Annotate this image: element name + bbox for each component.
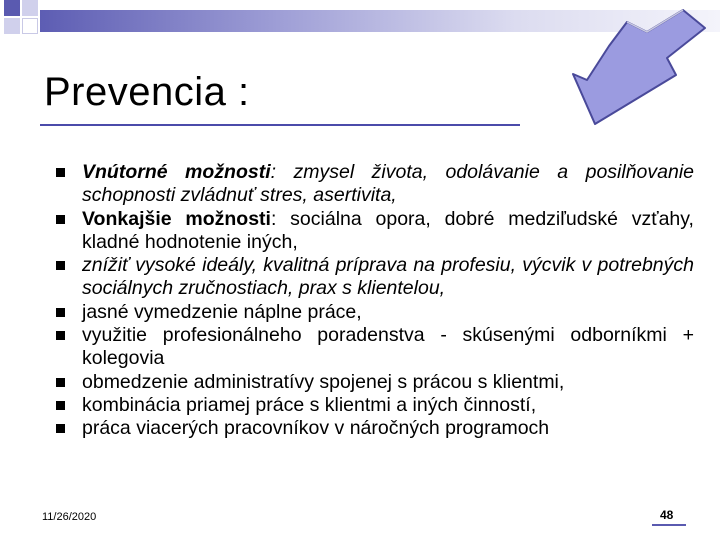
list-item — [52, 208, 694, 255]
list-item — [52, 301, 694, 324]
list-item — [52, 371, 694, 394]
square-bullet-icon — [56, 401, 65, 410]
item-text: obmedzenie administratívy spojenej s prácou s klientmi, — [82, 370, 565, 393]
list-item — [52, 417, 694, 440]
item-text: práca viacerých pracovníkov v náročných programoch — [82, 417, 550, 440]
square-bullet-icon — [56, 378, 65, 387]
list-item — [52, 394, 694, 417]
square-bullet-icon — [56, 331, 65, 340]
item-text: : zmysel života, odolávanie a posilňovanie schopnosti zvládnuť stres, asertivita, — [82, 161, 695, 207]
square-bullet-icon — [56, 168, 65, 177]
item-text: kombinácia priamej práce s klientmi a iných činností, — [82, 393, 537, 416]
item-text: jasné vymedzenie náplne práce, — [82, 300, 362, 323]
item-lead: Vnútorné možnosti — [82, 161, 271, 183]
page-number: 48 — [660, 508, 674, 522]
square-bullet-icon — [56, 215, 65, 224]
footer-date: 11/26/2020 — [42, 511, 97, 523]
item-text: znížiť vysoké ideály, kvalitná príprava na profesiu, výcvik v potrebných sociálnych zručnostiach, prax s klientelou, — [82, 254, 694, 300]
square-bullet-icon — [56, 261, 65, 270]
page-number-underline — [652, 524, 686, 526]
bullet-list — [52, 161, 694, 441]
title-underline — [40, 124, 520, 126]
list-item — [52, 254, 694, 301]
item-lead: Vonkajšie možnosti — [82, 207, 271, 230]
list-item — [52, 161, 694, 208]
item-text: využitie profesionálneho poradenstva - skúsenými odborníkmi + kolegovia — [82, 324, 694, 370]
square-bullet-icon — [56, 308, 65, 317]
square-bullet-icon — [56, 424, 65, 433]
page-title: Prevencia : — [44, 70, 250, 114]
item-text: : sociálna opora, dobré medziľudské vzťahy, kladné hodnotenie iných, — [82, 207, 694, 253]
list-item — [52, 324, 694, 371]
